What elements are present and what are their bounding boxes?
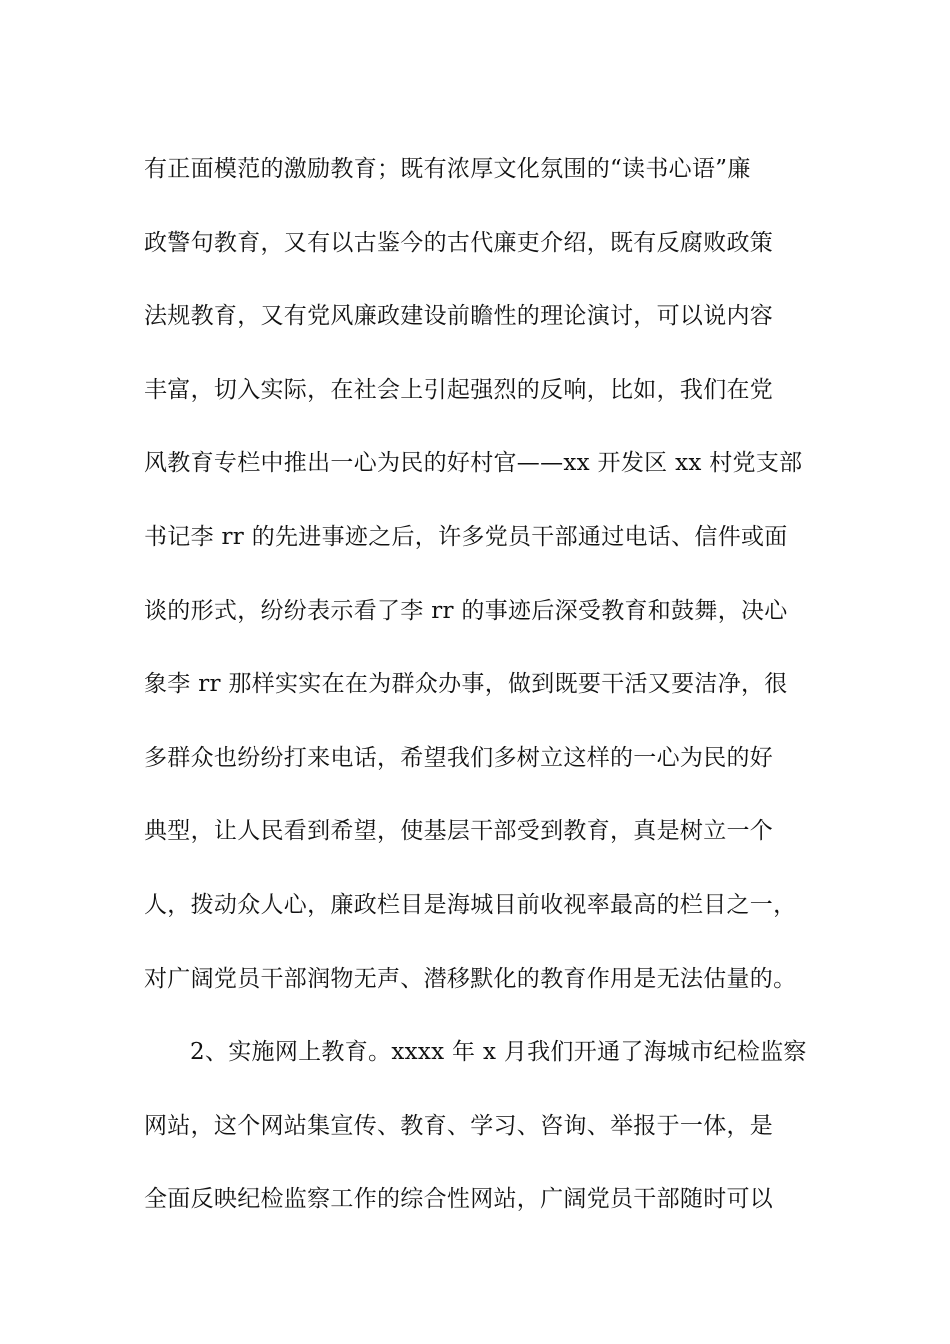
text-line: 人，拨动众人心，廉政栏目是海城目前收视率最高的栏目之一，: [144, 891, 797, 918]
text-line: 风教育专栏中推出一心为民的好村官——xx 开发区 xx 村党支部: [144, 450, 803, 477]
text-line: 谈的形式，纷纷表示看了李 rr 的事迹后深受教育和鼓舞，决心: [144, 597, 788, 624]
text-line: 全面反映纪检监察工作的综合性网站，广阔党员干部随时可以: [144, 1186, 774, 1213]
text-line: 对广阔党员干部润物无声、潜移默化的教育作用是无法估量的。: [144, 965, 797, 992]
paragraph-start-line: 2、实施网上教育。xxxx 年 x 月我们开通了海城市纪检监察: [190, 1039, 807, 1066]
document-body: [144, 133, 834, 1237]
text-line: 政警句教育，又有以古鉴今的古代廉吏介绍，既有反腐败政策: [144, 229, 774, 256]
text-line: 法规教育，又有党风廉政建设前瞻性的理论演讨，可以说内容: [144, 303, 774, 330]
text-line: 象李 rr 那样实实在在为群众办事，做到既要干活又要洁净，很: [144, 671, 788, 698]
text-line: 书记李 rr 的先进事迹之后，许多党员干部通过电话、信件或面: [144, 523, 788, 550]
text-line: 有正面模范的激励教育；既有浓厚文化氛围的“读书心语”廉: [144, 156, 751, 182]
text-line: 多群众也纷纷打来电话，希望我们多树立这样的一心为民的好: [144, 744, 774, 771]
text-line: 网站，这个网站集宣传、教育、学习、咨询、举报于一体，是: [144, 1112, 774, 1139]
text-line: 典型，让人民看到希望，使基层干部受到教育，真是树立一个: [144, 818, 774, 845]
text-line: 丰富，切入实际，在社会上引起强烈的反响，比如，我们在党: [144, 376, 774, 403]
